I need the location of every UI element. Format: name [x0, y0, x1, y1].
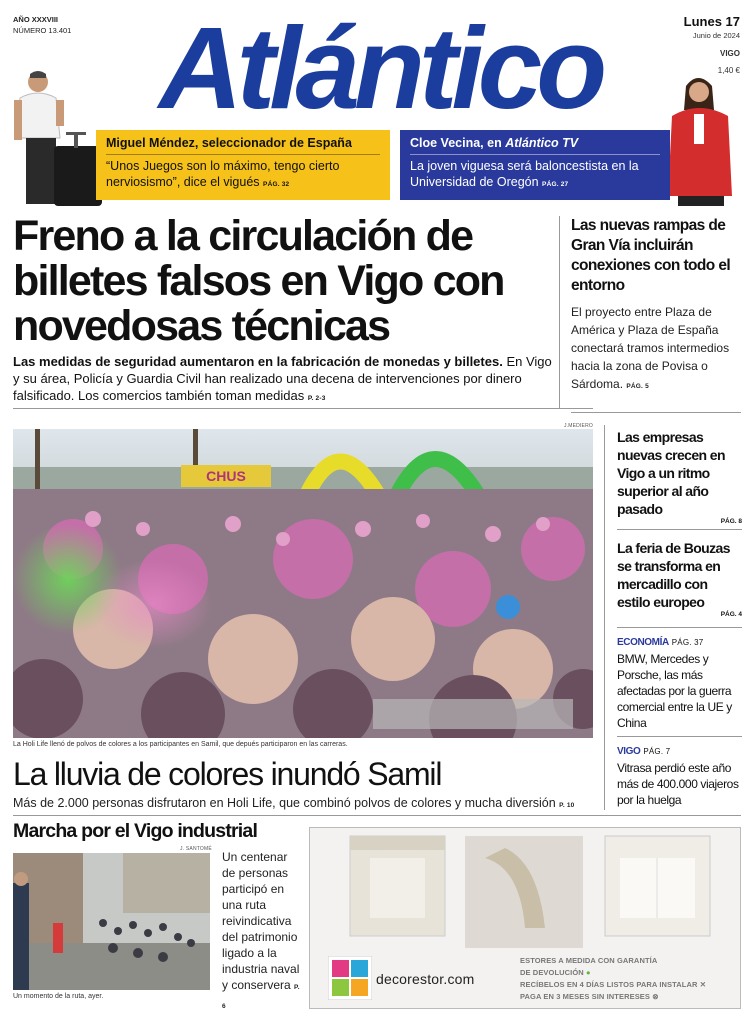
divider — [13, 408, 593, 409]
divider — [617, 627, 742, 628]
holi-subhead: Más de 2.000 personas disfrutaron en Holi Life, que combinó polvos de colores y mucha diversión P. 10 — [13, 796, 575, 810]
edition-number: NÚMERO 13.401 — [13, 26, 72, 35]
banner-text: CHUS — [206, 468, 246, 484]
page-ref: PÁG. 8 — [720, 518, 742, 525]
decorestor-logo-icon — [328, 956, 372, 1000]
edition-city: VIGO — [719, 49, 740, 58]
divider — [13, 815, 741, 816]
marcha-photo — [13, 853, 210, 990]
photo-caption: La Holi Life llenó de polvos de colores a los participantes en Samil, que depués participaron en las carreras. — [13, 741, 348, 748]
main-subhead: Las medidas de seguridad aumentaron en la fabricación de monedas y billetes. En Vigo y su área, Policía y Guardia Civil han realizado una decena de intervenciones por dinero falsificado. Los comercios también toman medidas P. 2-3 — [13, 354, 552, 403]
tools-icon: ✕ — [699, 980, 707, 989]
holi-life-photo — [13, 429, 593, 738]
divider — [617, 736, 742, 737]
side-story-rampas[interactable] — [571, 216, 741, 396]
blinds-illustration — [310, 828, 740, 948]
teaser-miguel-mendez[interactable] — [96, 130, 390, 200]
brief-feria-bouzas[interactable] — [617, 539, 742, 618]
no-interest-icon: ⊗ — [652, 992, 659, 1001]
check-icon: ● — [586, 968, 591, 977]
issue-price: 1,40 € — [717, 66, 740, 75]
marcha-headline[interactable]: Marcha por el Vigo industrial — [13, 820, 258, 842]
edition-meta — [13, 14, 71, 36]
page-ref: PÁG. 32 — [263, 181, 290, 188]
miguel-mendez-photo — [4, 68, 108, 208]
brief-vigo[interactable]: VIGO PÁG. 7 Vitrasa perdió este año más de 400.000 viajeros por la huelga — [617, 746, 739, 807]
cloe-vecina-photo — [666, 72, 740, 206]
photo-credit: J.MEDIERO — [563, 423, 593, 429]
section-label: VIGO — [617, 746, 641, 757]
decorestor-ad[interactable] — [309, 827, 741, 1009]
ad-brand: decorestor.com — [376, 971, 475, 987]
teaser-title: Cloe Vecina, en Atlántico TV — [410, 134, 660, 155]
masthead-logo — [100, 2, 660, 120]
brief-empresas[interactable] — [617, 428, 742, 525]
issue-day: Lunes 17 — [683, 14, 740, 29]
page-ref: PÁG. 4 — [720, 611, 742, 618]
teaser-title: Miguel Méndez, seleccionador de España — [106, 134, 380, 155]
photo-credit: J. SANTOMÉ — [180, 846, 212, 852]
divider — [617, 529, 742, 530]
brief-economia[interactable]: ECONOMÍA PÁG. 37 BMW, Mercedes y Porsche, las más afectadas por la guerra comercial entre la UE y China — [617, 637, 732, 730]
date-meta — [684, 14, 740, 77]
main-headline[interactable]: Freno a la circulación de billetes falsos en Vigo con novedosas técnicas — [13, 212, 504, 350]
teaser-text: La joven viguesa será baloncestista en la Universidad de Oregón PÁG. 27 — [410, 159, 639, 189]
section-label: ECONOMÍA — [617, 637, 669, 648]
holi-headline[interactable]: La lluvia de colores inundó Samil — [13, 756, 442, 792]
side-body: El proyecto entre Plaza de América y Plaza de España conectará tramos intermedios hacia la zona de Povisa o Sárdoma. PÁG. 5 — [571, 305, 730, 391]
divider — [571, 412, 741, 413]
divider — [559, 216, 560, 408]
teaser-text: “Unos Juegos son lo máximo, tengo cierto nerviosismo”, dice el vigués PÁG. 32 — [106, 159, 340, 189]
brief-headline: La feria de Bouzas se transforma en mercadillo con estilo europeo — [617, 540, 730, 610]
page-ref: PÁG. 27 — [542, 181, 569, 188]
ad-claims: ESTORES A MEDIDA CON GARANTÍA DE DEVOLUCIÓN ● RECÍBELOS EN 4 DÍAS LISTOS PARA INSTALAR ✕ PAGA EN 3 MESES SIN INTERESES ⊗ — [520, 956, 707, 1001]
edition-year: AÑO XXXVIII — [13, 15, 59, 24]
teaser-cloe-vecina[interactable] — [400, 130, 670, 200]
divider — [604, 425, 605, 810]
logo-text: Atlántico — [158, 3, 602, 120]
marcha-text: Un centenar de personas participó en una ruta reivindicativa del patrimonio ligado a la industria naval y conservera P. 6 — [222, 850, 300, 1010]
side-headline: Las nuevas rampas de Gran Vía incluirán conexiones con todo el entorno — [571, 217, 731, 294]
marcha-caption: Un momento de la ruta, ayer. — [13, 993, 104, 1000]
brief-headline: Las empresas nuevas crecen en Vigo a un ritmo superior al año pasado — [617, 429, 725, 517]
issue-date: Junio de 2024 — [692, 31, 740, 40]
